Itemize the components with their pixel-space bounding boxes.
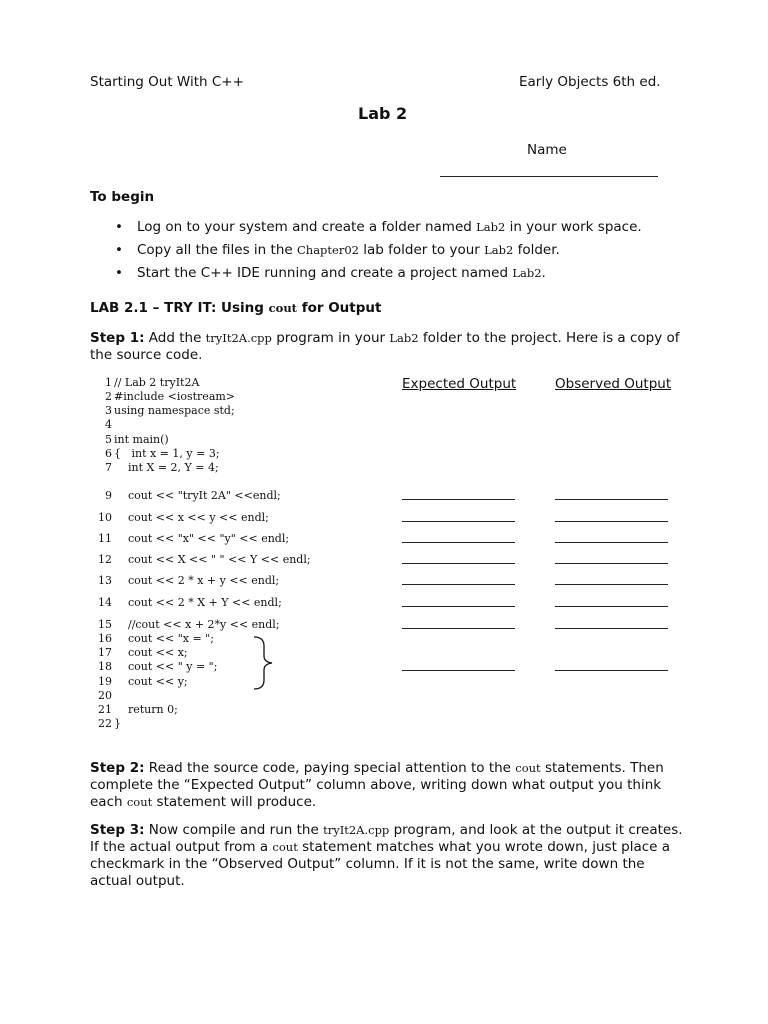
code-line: 15 //cout << x + 2*y << endl; <box>98 618 280 631</box>
step2-paragraph: Step 2: Read the source code, paying special attention to the cout statements. Then complete the “Expected Output” column above, writing down what output you think each cout statement will produce. <box>90 760 664 810</box>
observed-output-header: Observed Output <box>555 376 672 392</box>
code-line: 1 // Lab 2 tryIt2A <box>105 376 200 389</box>
code-line: 6 { int x = 1, y = 3; <box>105 447 220 460</box>
code-line: 3 using namespace std; <box>105 404 235 417</box>
expected-blank[interactable] <box>402 584 515 585</box>
code-line: 12 cout << X << " " << Y << endl; <box>98 553 311 566</box>
observed-blank[interactable] <box>555 521 668 522</box>
expected-blank[interactable] <box>402 628 515 629</box>
curly-brace-icon <box>250 634 280 692</box>
code-line: 2 #include <iostream> <box>105 390 236 403</box>
list-item: • Copy all the files in the Chapter02 lab folder to your Lab2 folder. <box>90 242 642 265</box>
expected-blank[interactable] <box>402 563 515 564</box>
name-blank-line <box>440 176 658 177</box>
code-line: 4 <box>105 418 112 431</box>
observed-blank[interactable] <box>555 670 668 671</box>
code-line: 5 int main() <box>105 433 169 446</box>
observed-blank[interactable] <box>555 499 668 500</box>
step1-paragraph: Step 1: Add the tryIt2A.cpp program in your Lab2 folder to the project. Here is a copy of the source code. <box>90 330 680 363</box>
page-title: Lab 2 <box>358 104 408 123</box>
observed-blank[interactable] <box>555 563 668 564</box>
code-line: 7 int X = 2, Y = 4; <box>105 461 219 474</box>
expected-blank[interactable] <box>402 670 515 671</box>
book-title: Starting Out With C++ <box>90 74 244 90</box>
to-begin-heading: To begin <box>90 189 155 205</box>
to-begin-list <box>90 219 642 288</box>
observed-blank[interactable] <box>555 542 668 543</box>
observed-blank[interactable] <box>555 584 668 585</box>
edition-label: Early Objects 6th ed. <box>519 74 661 90</box>
expected-blank[interactable] <box>402 499 515 500</box>
step3-paragraph: Step 3: Now compile and run the tryIt2A.cpp program, and look at the output it creates. If the actual output from a cout statement matches what you wrote down, just place a checkmark in the “Observed Output” column. If it is not the same, write down the actual output. <box>90 822 683 889</box>
lab-section-heading: LAB 2.1 – TRY IT: Using cout for Output <box>90 300 382 316</box>
expected-blank[interactable] <box>402 606 515 607</box>
observed-blank[interactable] <box>555 606 668 607</box>
observed-blank[interactable] <box>555 628 668 629</box>
name-label: Name <box>527 142 567 158</box>
list-item: • Start the C++ IDE running and create a project named Lab2. <box>90 265 642 288</box>
expected-blank[interactable] <box>402 542 515 543</box>
code-line: 14 cout << 2 * X + Y << endl; <box>98 596 282 609</box>
code-line: 16 cout << "x = "; <box>98 632 214 645</box>
code-line: 10 cout << x << y << endl; <box>98 511 269 524</box>
code-line: 9 cout << "tryIt 2A" <<endl; <box>105 489 281 502</box>
code-line: 20 <box>98 689 112 702</box>
code-line: 13 cout << 2 * x + y << endl; <box>98 574 280 587</box>
code-line: 18 cout << " y = "; <box>98 660 218 673</box>
code-line: 11 cout << "x" << "y" << endl; <box>98 532 290 545</box>
code-line: 22 } <box>98 717 121 730</box>
code-line: 21 return 0; <box>98 703 178 716</box>
expected-output-header: Expected Output <box>402 376 517 392</box>
expected-blank[interactable] <box>402 521 515 522</box>
code-line: 17 cout << x; <box>98 646 188 659</box>
list-item: • Log on to your system and create a folder named Lab2 in your work space. <box>90 219 642 242</box>
code-line: 19 cout << y; <box>98 675 188 688</box>
